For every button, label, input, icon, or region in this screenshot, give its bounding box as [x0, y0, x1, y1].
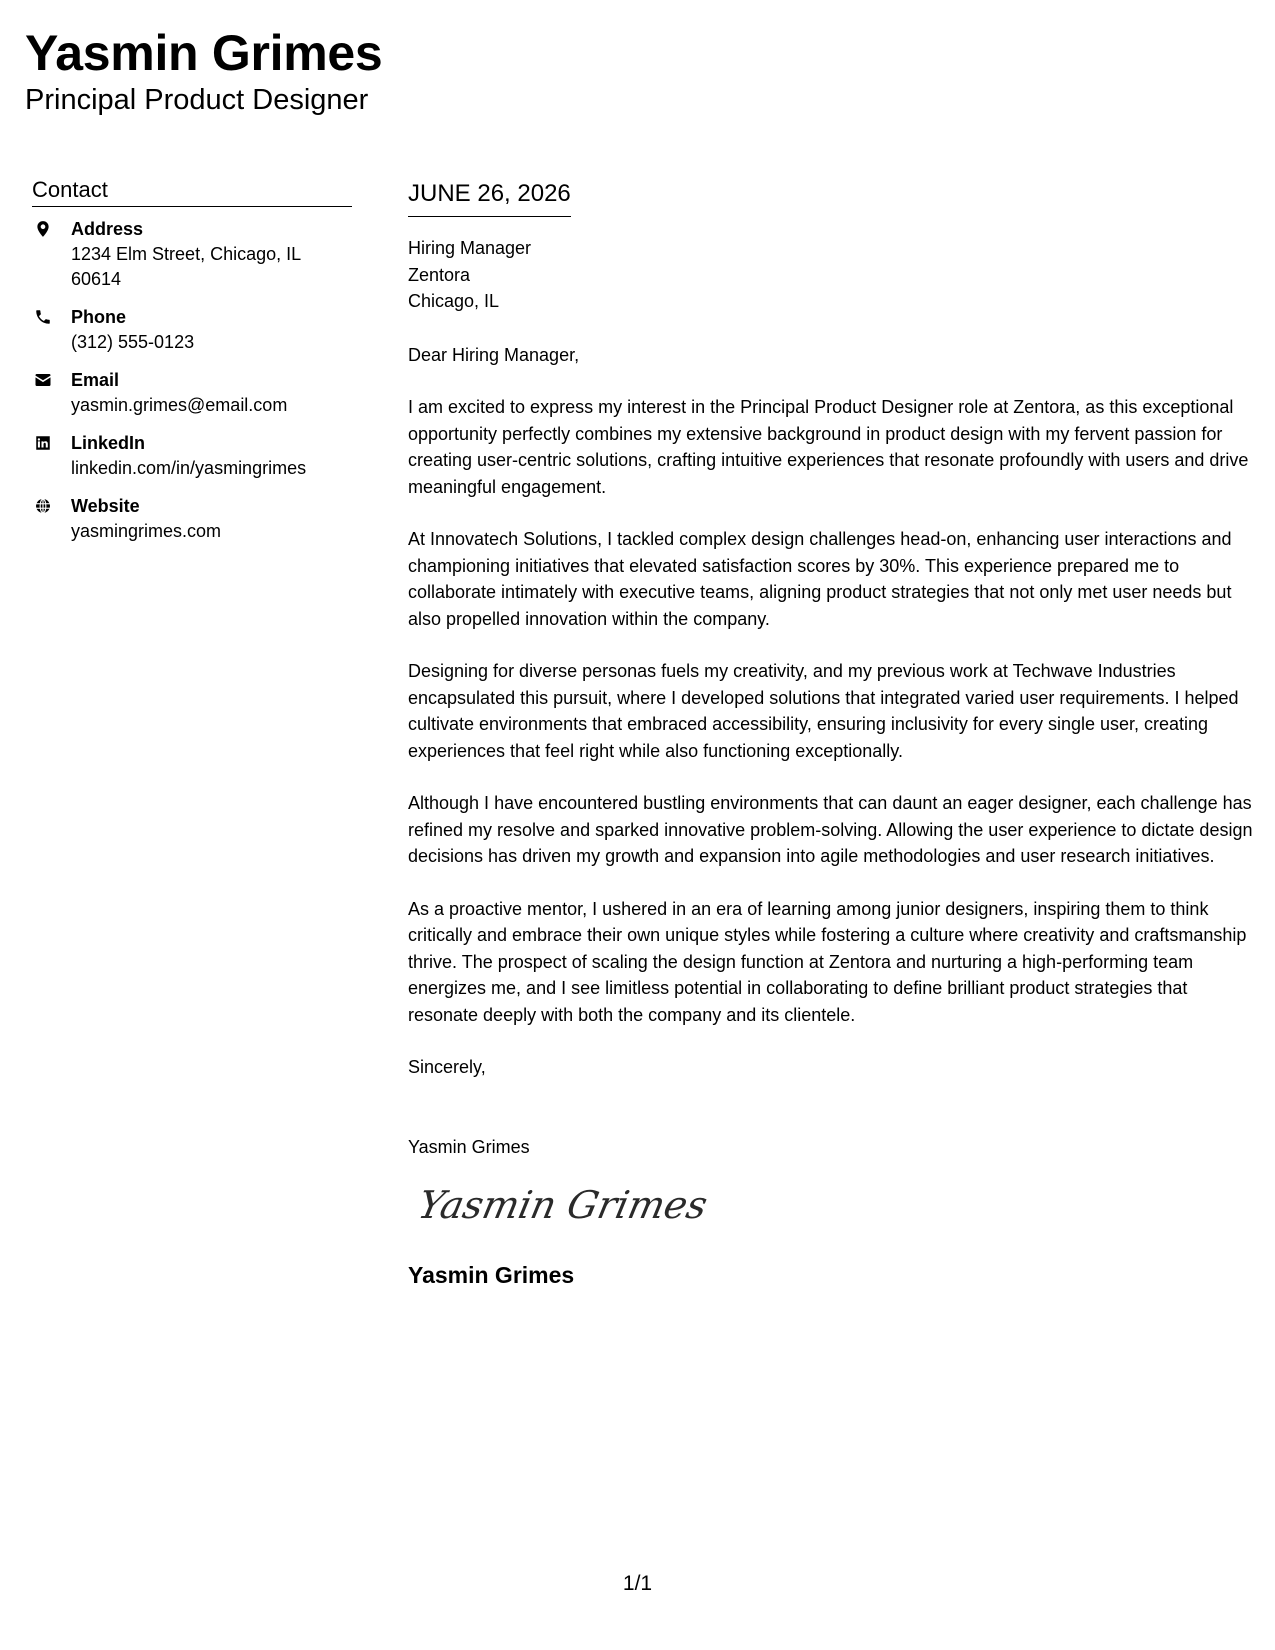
contact-item-linkedin [32, 431, 352, 481]
envelope-icon [34, 371, 52, 389]
globe-icon [34, 497, 52, 515]
contact-item-phone [32, 305, 352, 355]
contact-value-address: 1234 Elm Street, Chicago, IL 60614 [71, 244, 301, 289]
contact-sidebar [32, 176, 352, 557]
closing: Sincerely, [408, 1057, 486, 1077]
contact-value-phone: (312) 555-0123 [71, 332, 195, 352]
letter-date: JUNE 26, 2026 [408, 178, 571, 217]
contact-label-phone: Phone [71, 307, 127, 327]
letter-paragraph: As a proactive mentor, I ushered in an era of learning among junior designers, inspiring them to think critically and embrace their own unique styles while fostering a culture where creativity and craftsmanship thrive. The prospect of scaling the design function at Zentora and nurturing a high-performing team energizes me, and I see limitless potential in collaborating to define brilliant product strategies that resonate deeply with both the company and its clientele. [408, 898, 1247, 1025]
linkedin-icon [34, 434, 52, 452]
recipient-line: Zentora [408, 264, 471, 285]
contact-value-website: yasmingrimes.com [71, 521, 222, 541]
contact-label-linkedin: LinkedIn [71, 433, 146, 453]
contact-label-website: Website [71, 496, 140, 516]
salutation: Dear Hiring Manager, [408, 344, 580, 365]
applicant-name: Yasmin Grimes [25, 25, 383, 81]
recipient-line: Hiring Manager [408, 238, 532, 258]
page-number: 1/1 [622, 1572, 653, 1595]
recipient-line: Chicago, IL [408, 291, 500, 311]
letter-paragraph: I am excited to express my interest in the Principal Product Designer role at Zentora, as this exceptional opportunity perfectly combines my extensive background in product design with my fervent passion for creating user-centric solutions, crafting intuitive experiences that resonate profoundly with users and drive meaningful engagement. [408, 397, 1249, 497]
letter-paragraph: Designing for diverse personas fuels my creativity, and my previous work at Techwave Industries encapsulated this pursuit, where I developed solutions that integrated varied user requirements. I helped cultivate environments that embraced accessibility, ensuring inclusivity for every single user, creating experiences that feel right while also functioning exceptionally. [408, 661, 1239, 761]
letter-paragraph: Although I have encountered bustling environments that can daunt an eager designer, each challenge has refined my resolve and sparked innovative problem-solving. Allowing the user experience to dictate design decisions has driven my growth and expansion into agile methodologies and user research initiatives. [408, 793, 1253, 866]
contact-heading: Contact [32, 176, 352, 207]
contact-label-email: Email [71, 370, 120, 390]
handwritten-signature: Yasmin Grimes [414, 1183, 712, 1227]
letter-paragraph: At Innovatech Solutions, I tackled complex design challenges head-on, enhancing user interactions and championing initiatives that elevated satisfaction scores by 30%. This experience prepared me to collaborate intimately with executive teams, aligning product strategies that not only met user needs but also propelled innovation within the company. [408, 529, 1232, 629]
contact-label-address: Address [71, 219, 144, 239]
phone-icon [34, 308, 52, 326]
recipient-block [408, 235, 1253, 315]
contact-item-website [32, 494, 352, 544]
contact-value-linkedin: linkedin.com/in/yasmingrimes [71, 458, 307, 478]
contact-item-email [32, 368, 352, 418]
signature-name: Yasmin Grimes [408, 1262, 575, 1288]
typed-name: Yasmin Grimes [408, 1136, 530, 1157]
letter-body [408, 178, 1253, 1290]
map-pin-icon [34, 220, 52, 238]
contact-item-address [32, 217, 352, 292]
contact-value-email: yasmin.grimes@email.com [71, 395, 288, 415]
applicant-title: Principal Product Designer [25, 84, 369, 116]
